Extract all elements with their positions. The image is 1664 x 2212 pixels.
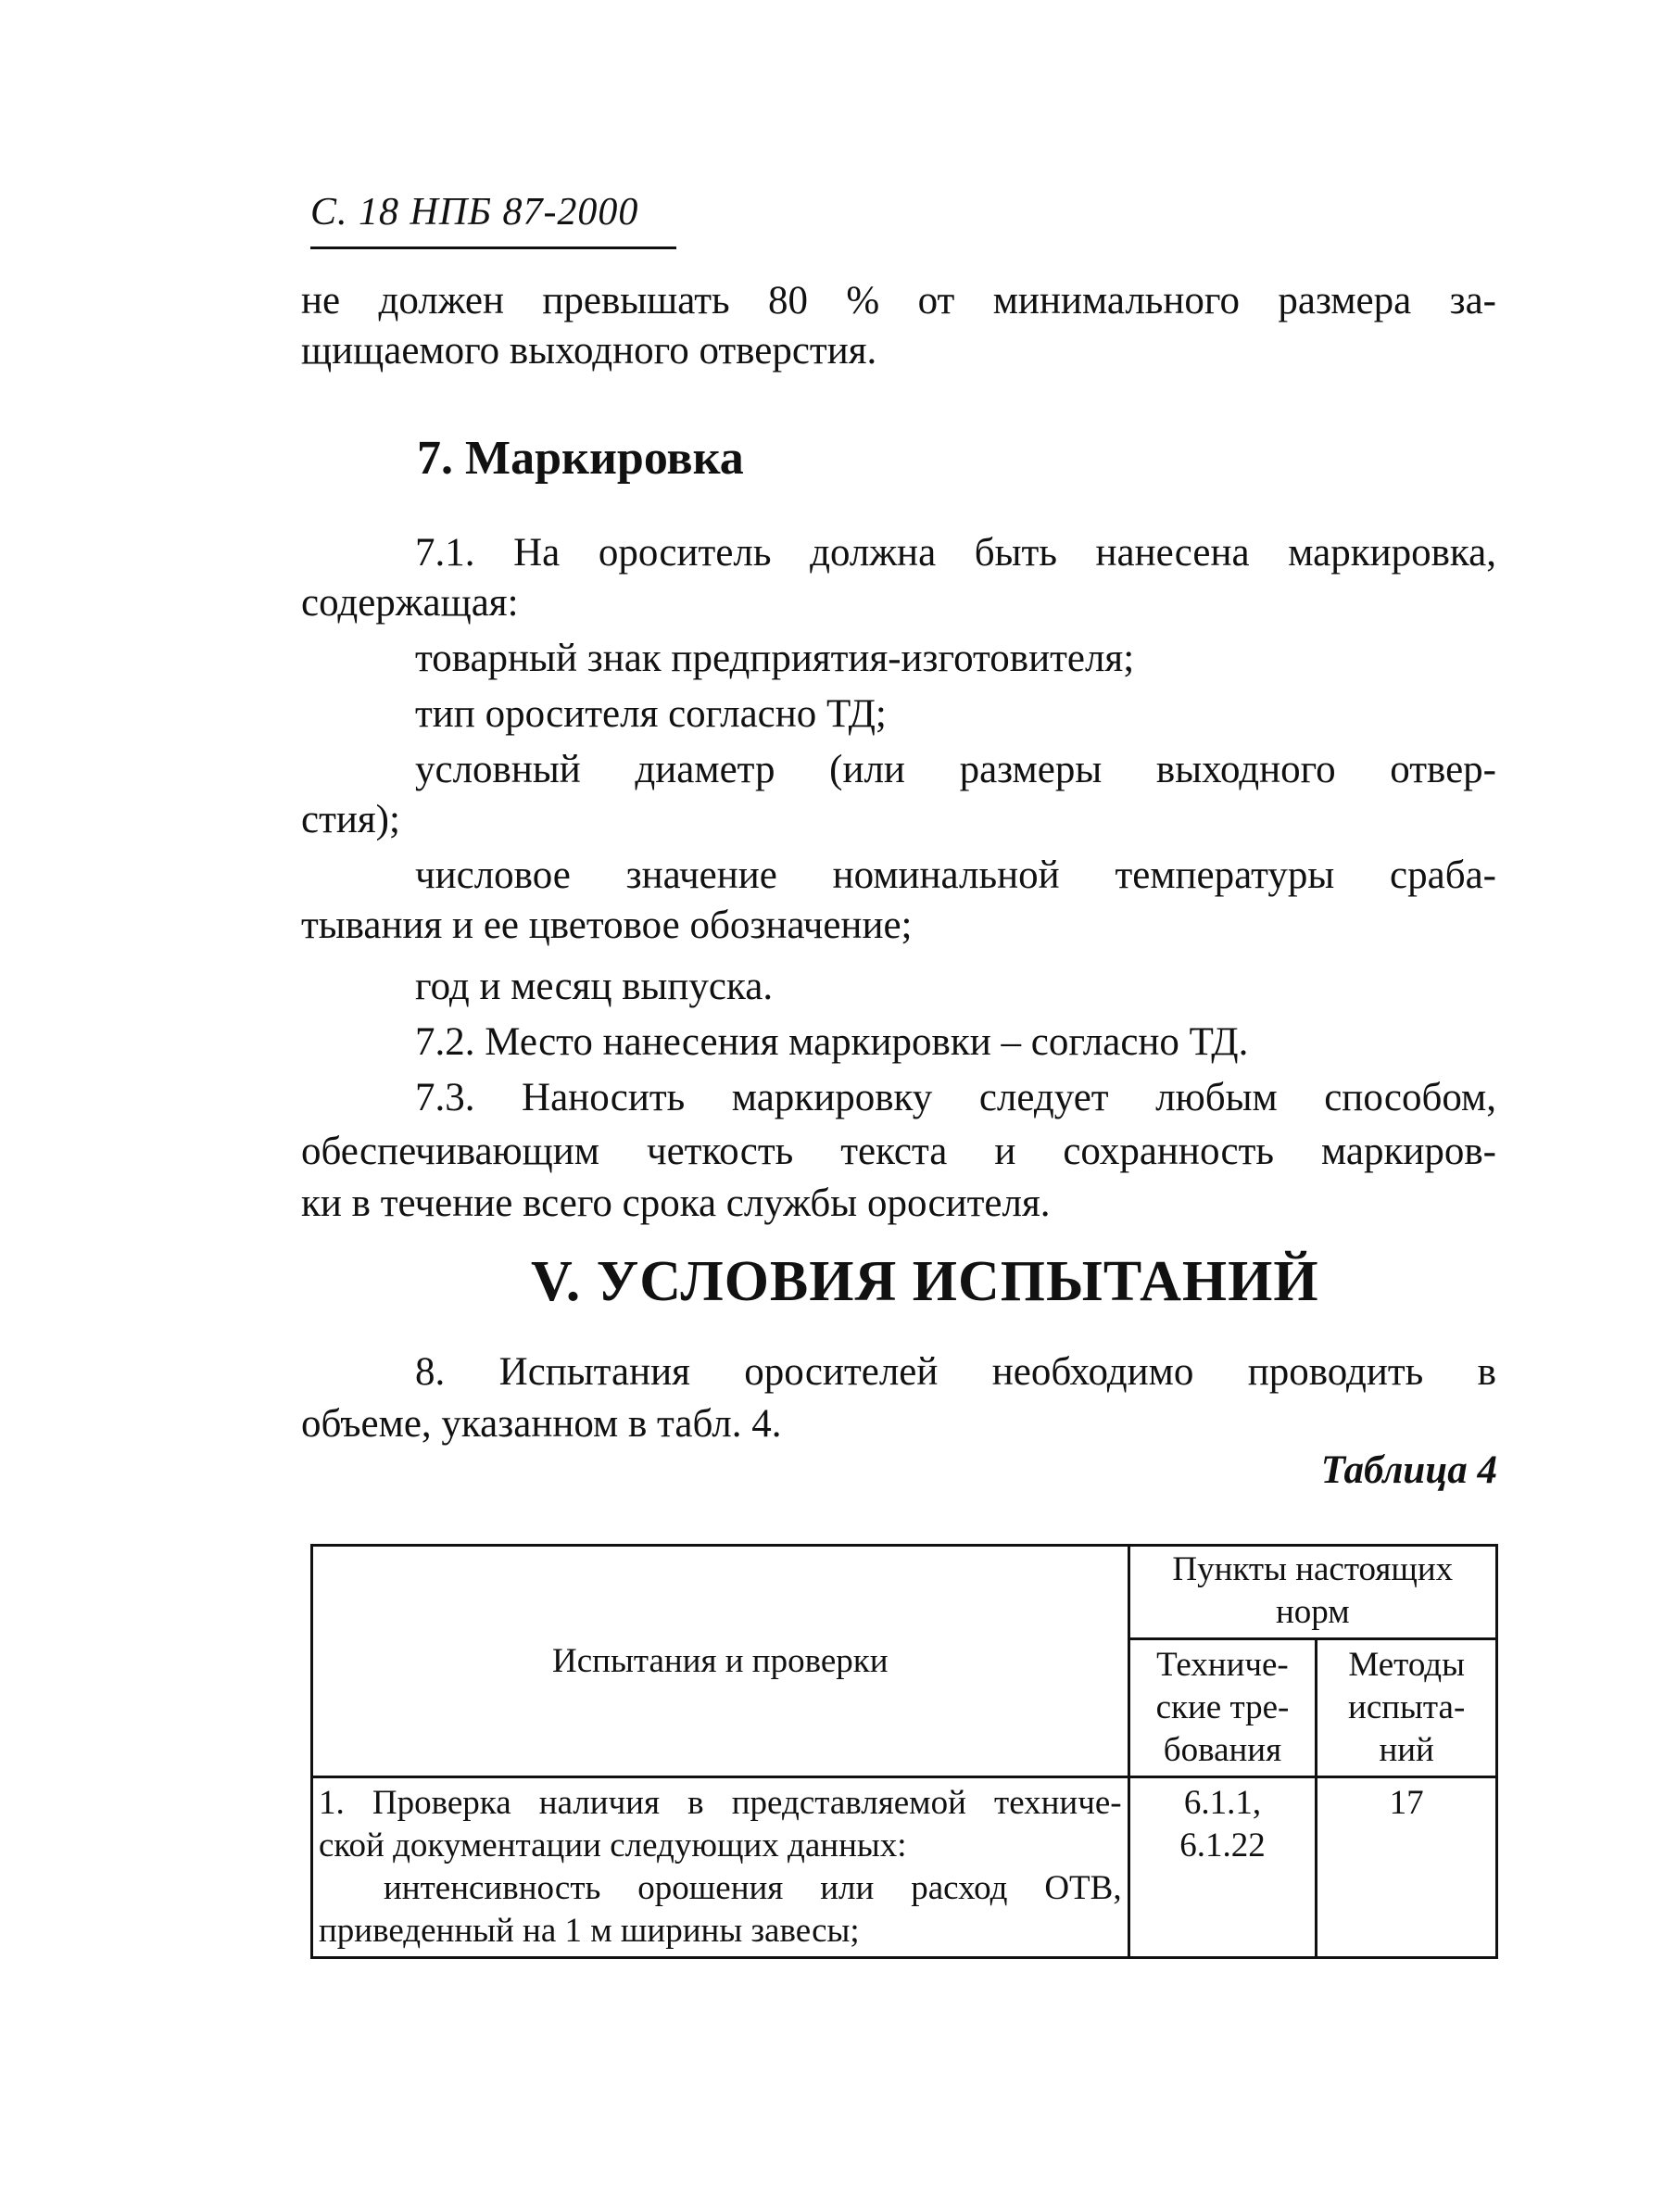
text-line: содержащая: bbox=[301, 581, 519, 625]
page-header: С. 18 НПБ 87-2000 bbox=[310, 191, 639, 234]
marking-item-temperature bbox=[301, 851, 1496, 901]
header-label: ний bbox=[1379, 1731, 1434, 1769]
paragraph-7-2: 7.2. Место нанесения маркировки – согласно ТД. bbox=[415, 1020, 1249, 1064]
header-rule bbox=[310, 246, 676, 249]
text-line: числовое значение номинальной температуры сраба- bbox=[415, 853, 1496, 897]
table-caption: Таблица 4 bbox=[1320, 1448, 1497, 1492]
row-test-description bbox=[312, 1777, 1129, 1958]
text-line: стия); bbox=[301, 798, 400, 841]
row-test-method bbox=[1317, 1777, 1497, 1958]
text-line: 8. Испытания оросителей необходимо проводить в bbox=[415, 1350, 1496, 1394]
header-label: Методы bbox=[1348, 1646, 1465, 1684]
text-line: объеме, указанном в табл. 4. bbox=[301, 1402, 782, 1446]
section-7-heading: 7. Маркировка bbox=[417, 432, 744, 485]
row-technical-requirements bbox=[1128, 1777, 1317, 1958]
text-line: щищаемого выходного отверстия. bbox=[301, 329, 877, 373]
header-label: ские тре- bbox=[1155, 1688, 1290, 1726]
table-header-row bbox=[312, 1546, 1497, 1639]
text-line: ки в течение всего срока службы оросителя. bbox=[301, 1182, 1051, 1225]
header-clauses-group bbox=[1128, 1546, 1496, 1639]
paragraph-7-3-end bbox=[301, 1179, 1496, 1229]
paragraph-7-3-cont bbox=[301, 1127, 1496, 1177]
paragraph-7-1-cont bbox=[301, 578, 1496, 628]
paragraph-8 bbox=[301, 1347, 1496, 1397]
section-v-heading: V. УСЛОВИЯ ИСПЫТАНИЙ bbox=[531, 1250, 1319, 1313]
header-technical-requirements bbox=[1128, 1639, 1317, 1777]
header-label: Пункты настоящих bbox=[1172, 1550, 1454, 1588]
paragraph-continuation bbox=[301, 276, 1496, 326]
header-label: Испытания и проверки bbox=[552, 1641, 889, 1680]
cell-line: ской документации следующих данных: bbox=[319, 1826, 907, 1864]
marking-item-diameter bbox=[301, 745, 1496, 795]
cell-line: 6.1.22 bbox=[1179, 1826, 1266, 1864]
text-line: условный диаметр (или размеры выходного отвер- bbox=[415, 748, 1496, 791]
marking-item: год и месяц выпуска. bbox=[415, 965, 774, 1008]
cell-line: 1. Проверка наличия в представляемой техниче- bbox=[319, 1784, 1122, 1822]
header-tests-checks bbox=[312, 1546, 1129, 1777]
text-line: 7.1. На ороситель должна быть нанесена маркировка, bbox=[415, 531, 1496, 575]
cell-line: интенсивность орошения или расход ОТВ, bbox=[384, 1869, 1122, 1907]
text-line: 7.3. Наносить маркировку следует любым способом, bbox=[415, 1076, 1496, 1119]
paragraph-8-cont bbox=[301, 1399, 1496, 1449]
paragraph-7-3 bbox=[301, 1073, 1496, 1123]
cell-line: 6.1.1, bbox=[1183, 1784, 1262, 1822]
header-label: испыта- bbox=[1348, 1688, 1466, 1726]
cell-line: 17 bbox=[1389, 1784, 1424, 1822]
marking-item: товарный знак предприятия-изготовителя; bbox=[415, 637, 1135, 680]
header-label: бования bbox=[1163, 1731, 1282, 1769]
marking-item-temperature-cont bbox=[301, 901, 1496, 951]
text-line: тывания и ее цветовое обозначение; bbox=[301, 904, 913, 947]
header-label: норм bbox=[1275, 1593, 1350, 1631]
marking-item-diameter-cont bbox=[301, 795, 1496, 845]
text-line: не должен превышать 80 % от минимального размера за- bbox=[301, 279, 1496, 322]
table-row bbox=[312, 1777, 1497, 1958]
text-line: обеспечивающим четкость текста и сохранность маркиров- bbox=[301, 1130, 1496, 1173]
header-label: Техниче- bbox=[1156, 1646, 1289, 1684]
header-test-methods bbox=[1317, 1639, 1497, 1777]
cell-line: приведенный на 1 м ширины завесы; bbox=[319, 1912, 860, 1950]
paragraph-7-1 bbox=[301, 528, 1496, 578]
paragraph-continuation-end bbox=[301, 326, 1496, 376]
marking-item: тип оросителя согласно ТД; bbox=[415, 692, 887, 736]
table-4 bbox=[310, 1544, 1498, 1959]
